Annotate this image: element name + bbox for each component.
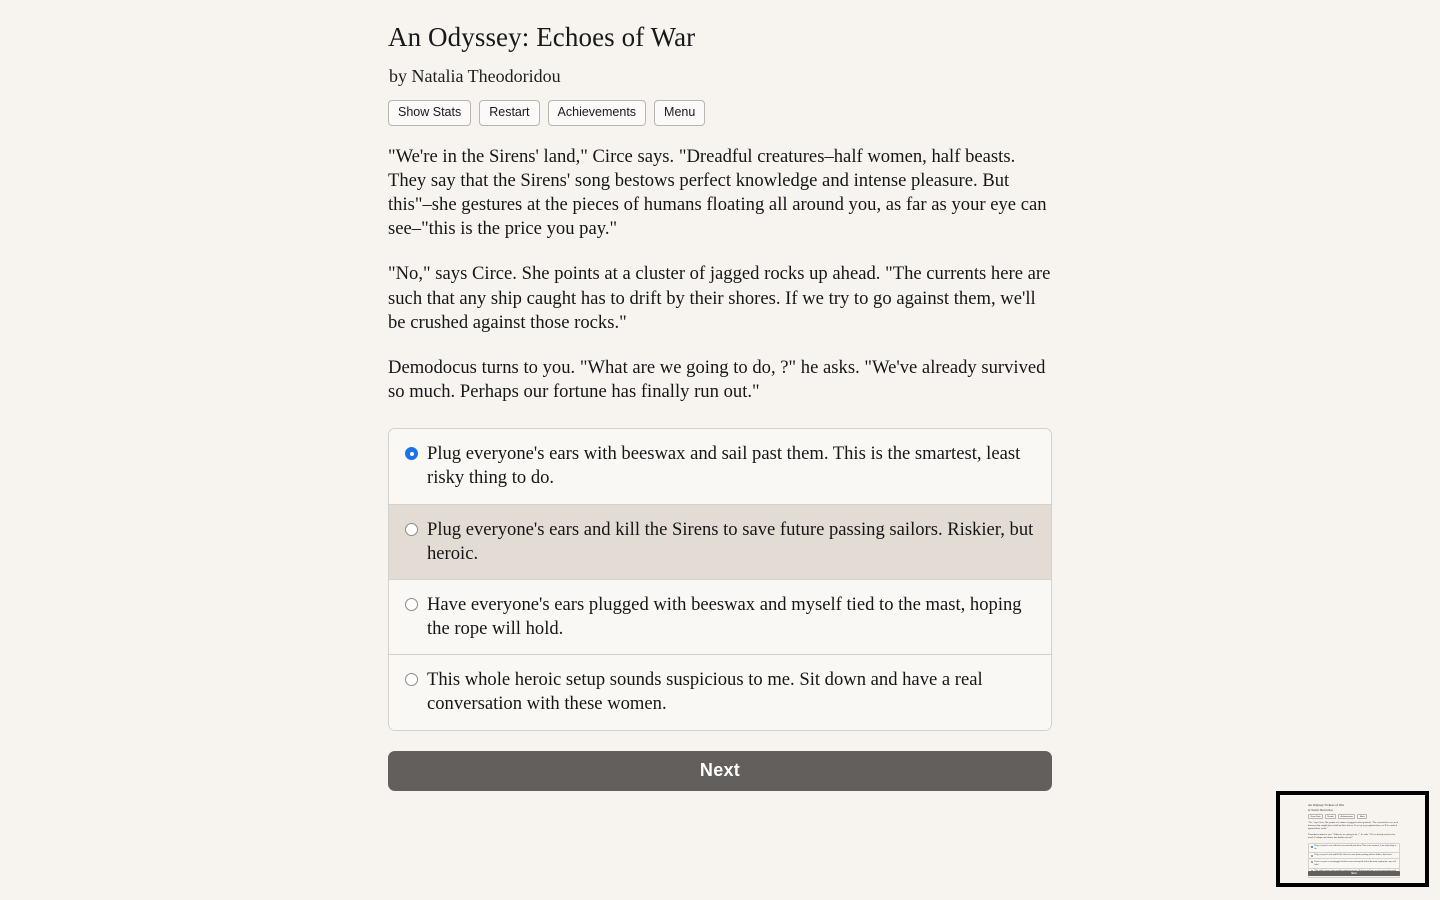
choice-option-1[interactable]	[389, 429, 1051, 504]
choice-list	[388, 428, 1052, 730]
minimap-choice-option-3	[1309, 859, 1399, 868]
story-paragraph: Demodocus turns to you. "What are we going to do, ?" he asks. "We've already survived so much. Perhaps our fortune has finally run out."	[388, 356, 1046, 403]
menu-bar	[388, 88, 1052, 126]
show-stats-button[interactable]: Show Stats	[388, 100, 471, 126]
choice-label: Have everyone's ears plugged with beeswax and myself tied to the mast, hoping the rope will hold.	[427, 593, 1022, 640]
minimap-page	[1284, 799, 1421, 879]
minimap-menu-bar	[1308, 814, 1367, 819]
restart-button[interactable]: Restart	[479, 100, 539, 126]
minimap-radio-icon	[1311, 846, 1313, 848]
minimap-paragraph: "No," says Circe. She points at a cluster of jagged rocks up ahead. "The currents here are such that any ship caught has to drift by their shores. If we try to go against them, we'll be crushed against those rocks."	[1308, 821, 1399, 830]
radio-icon[interactable]	[405, 673, 418, 686]
choice-label: Plug everyone's ears and kill the Sirens to save future passing sailors. Riskier, but heroic.	[427, 518, 1034, 564]
minimap-choice-option-1	[1309, 844, 1399, 853]
story-paragraph: "We're in the Sirens' land," Circe says. "Dreadful creatures–half women, half beasts. They say that the Sirens' song bestows perfect knowledge and intense pleasure. But this"–she gestures at the pieces of humans floating all around you, as far as your eye can see–"this is the price you pay."	[388, 145, 1047, 240]
next-button[interactable]: Next	[388, 751, 1052, 791]
minimap-preview[interactable]	[1276, 791, 1429, 887]
minimap-show-stats-button: Show Stats	[1308, 814, 1323, 819]
minimap-title: An Odyssey: Echoes of War	[1308, 803, 1344, 807]
choice-option-2[interactable]	[389, 505, 1051, 580]
choice-option-3[interactable]	[389, 580, 1051, 655]
minimap-menu-button: Menu	[1357, 814, 1367, 819]
story-text	[388, 126, 1052, 405]
minimap-choice-label: Plug everyone's ears with beeswax and sail past them. This is the smartest, least risky thing to do.	[1314, 845, 1397, 851]
minimap-achievements-button: Achievements	[1338, 814, 1355, 819]
achievements-button[interactable]: Achievements	[548, 100, 647, 126]
minimap-radio-icon	[1311, 861, 1313, 863]
radio-icon[interactable]	[405, 523, 418, 536]
choice-label: This whole heroic setup sounds suspicious to me. Sit down and have a real conversation with these women.	[427, 669, 983, 715]
minimap-restart-button: Restart	[1325, 814, 1336, 819]
menu-button[interactable]: Menu	[654, 100, 705, 126]
page-title: An Odyssey: Echoes of War	[388, 22, 696, 52]
minimap-choice-label: Plug everyone's ears and kill the Sirens to save future passing sailors. Riskier, but heroic.	[1314, 854, 1393, 857]
choice-option-4[interactable]	[389, 655, 1051, 729]
author-byline: by Natalia Theodoridou	[389, 65, 561, 86]
radio-icon[interactable]	[405, 598, 418, 611]
minimap-paragraph: Demodocus turns to you. "What are we going to do, ?" he asks. "We've already survived so much. Perhaps our fortune has finally run out."	[1308, 833, 1396, 839]
minimap-byline: by Natalia Theodoridou	[1308, 809, 1333, 812]
minimap-radio-icon	[1311, 855, 1313, 857]
minimap-next-button: Next	[1308, 871, 1400, 876]
minimap-choice-label: Have everyone's ears plugged with beeswax and myself tied to the mast, hoping the rope will hold.	[1314, 860, 1396, 866]
story-app	[388, 0, 1052, 791]
choice-label: Plug everyone's ears with beeswax and sail past them. This is the smartest, least risky thing to do.	[427, 443, 1021, 489]
radio-icon[interactable]	[405, 447, 418, 460]
story-paragraph: "No," says Circe. She points at a cluster of jagged rocks up ahead. "The currents here are such that any ship caught has to drift by their shores. If we try to go against them, we'll be crushed against those rocks."	[388, 263, 1051, 333]
